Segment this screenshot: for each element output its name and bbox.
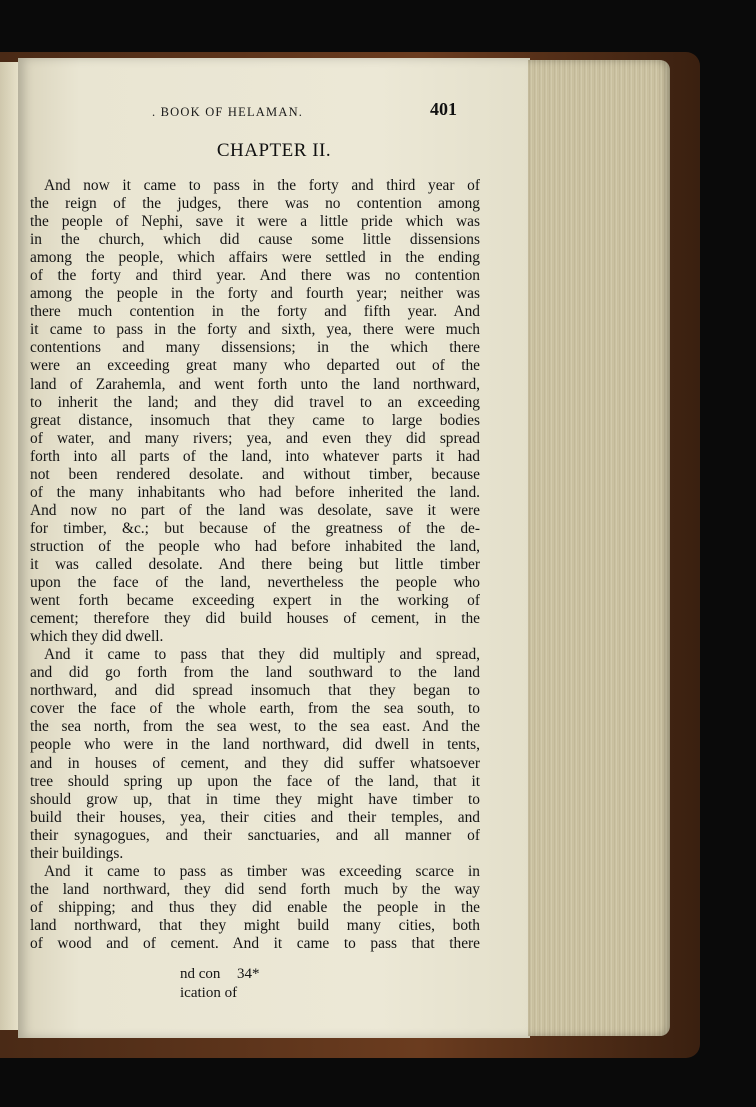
text-line: And now no part of the land was desolate, save it were	[30, 501, 480, 519]
text-line: cement; therefore they did build houses of cement, in the	[30, 610, 480, 628]
text-line: among the people in the forty and fourth year; neither was	[30, 285, 480, 303]
text-line: northward, and did spread insomuch that they began to	[30, 682, 480, 700]
text-line: the land northward, they did send forth much by the way	[30, 880, 480, 898]
text-line: were an exceeding great many who departed out of the	[30, 357, 480, 375]
body-text	[30, 177, 480, 953]
text-line: tree should spring up upon the face of the land, that it	[30, 772, 480, 790]
text-line: And now it came to pass in the forty and third year of	[44, 177, 480, 194]
text-line: upon the face of the land, nevertheless the people who	[30, 574, 480, 592]
text-line: and did go forth from the land southward to the land	[30, 664, 480, 682]
text-line: which they did dwell.	[30, 628, 164, 646]
page-number: 401	[430, 99, 457, 119]
text-line: to inherit the land; and they did travel to an exceeding	[30, 393, 480, 411]
text-line: build their houses, yea, their cities and their temples, and	[30, 808, 480, 826]
chapter-title: CHAPTER II.	[216, 140, 332, 161]
signature-mark: 34*	[237, 966, 260, 982]
text-line: forth into all parts of the land, into whatever parts it had	[30, 447, 480, 465]
text-line: people who were in the land northward, did dwell in tents,	[30, 736, 480, 754]
text-line: land of Zarahemla, and went forth unto the land northward,	[30, 375, 480, 393]
text-line: the sea north, from the sea west, to the sea east. And the	[30, 718, 480, 736]
text-line: the people of Nephi, save it were a little pride which was	[30, 213, 480, 231]
text-line: great distance, insomuch that they came to large bodies	[30, 411, 480, 429]
text-line: it was called desolate. And there being but little timber	[30, 555, 480, 573]
text-line: the reign of the judges, there was no contention among	[30, 195, 480, 213]
text-line: in the church, which did cause some little dissensions	[30, 231, 480, 249]
text-line: there much contention in the forty and fifth year. And	[30, 303, 480, 321]
text-line: not been rendered desolate. and without timber, because	[30, 465, 480, 483]
text-line: struction of the people who had before inhabited the land,	[30, 537, 480, 555]
text-line: And it came to pass as timber was exceeding scarce in	[44, 862, 480, 880]
text-line: of the many inhabitants who had before inherited the land.	[30, 483, 480, 501]
text-line: contentions and many dissensions; in the which there	[30, 339, 480, 357]
text-line: their buildings.	[30, 844, 124, 862]
text-line: of water, and many rivers; yea, and even they did spread	[30, 429, 480, 447]
text-line: And it came to pass that they did multiply and spread,	[44, 646, 480, 664]
text-line: should grow up, that in time they might have timber to	[30, 790, 480, 808]
page-edges	[528, 60, 670, 1036]
text-line: of shipping; and thus they did enable the people in the	[30, 898, 480, 916]
left-page-edge	[0, 62, 19, 1030]
text-line: for timber, &c.; but because of the greatness of the de-	[30, 519, 480, 537]
text-line: it came to pass in the forty and sixth, yea, there were much	[30, 321, 480, 339]
text-line: cover the face of the whole earth, from the sea south, to	[30, 700, 480, 718]
footer-fragment: ication of	[180, 985, 238, 1001]
text-line: their synagogues, and their sanctuaries, and all manner of	[30, 826, 480, 844]
running-head: . BOOK OF HELAMAN.	[152, 105, 304, 119]
text-line: of the forty and third year. And there was no contention	[30, 267, 480, 285]
text-line: of wood and of cement. And it came to pass that there	[30, 934, 480, 952]
text-line: went forth became exceeding expert in the working of	[30, 592, 480, 610]
text-line: and in houses of cement, and they did suffer whatsoever	[30, 754, 480, 772]
text-line: among the people, which affairs were settled in the ending	[30, 249, 480, 267]
text-line: land northward, that they might build many cities, both	[30, 916, 480, 934]
footer-fragment: nd con	[180, 966, 221, 982]
